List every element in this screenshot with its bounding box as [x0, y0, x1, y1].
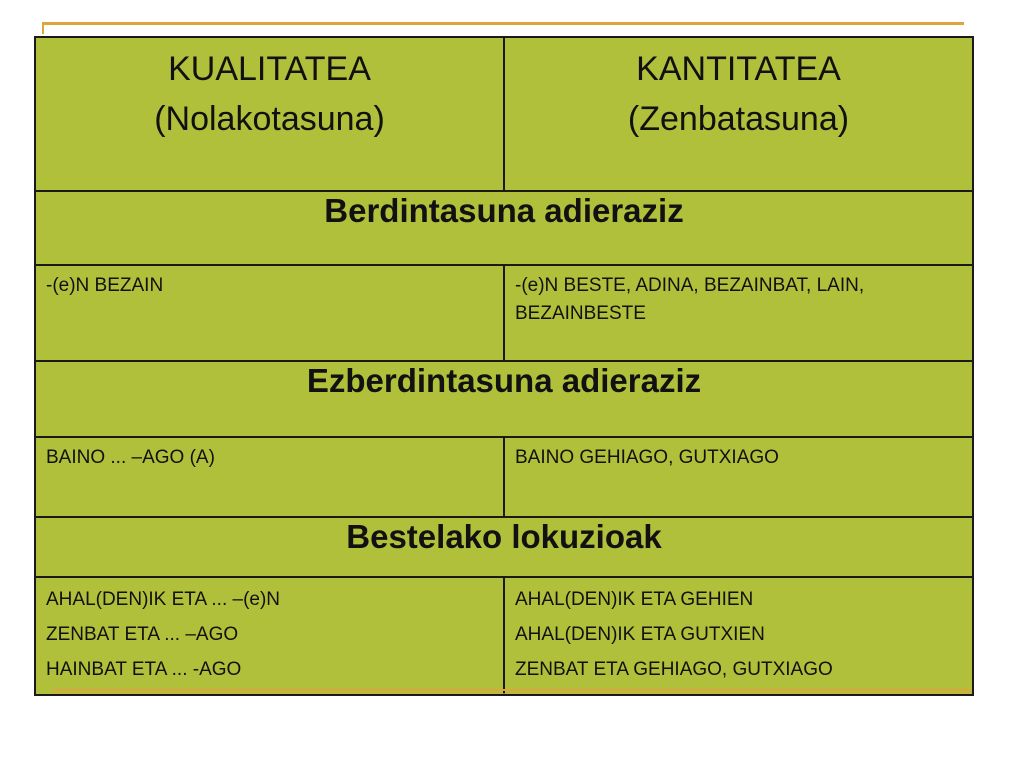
items-cell-quantity — [504, 265, 973, 361]
header-title-quantity: KANTITATEA — [636, 50, 841, 88]
item-text: AHAL(DEN)IK ETA ... –(e)N — [46, 589, 281, 610]
section-heading-row — [35, 361, 973, 437]
section-heading-row — [35, 517, 973, 577]
item-text: AHAL(DEN)IK ETA GEHIEN — [515, 589, 754, 610]
items-cell-quantity — [504, 577, 973, 695]
top-decorative-rule-tick — [42, 22, 44, 34]
items-cell-quantity — [504, 437, 973, 517]
header-title-quality: KUALITATEA — [168, 50, 371, 88]
item-text: ZENBAT ETA GEHIAGO, GUTXIAGO — [515, 659, 833, 680]
header-cell-quality — [35, 37, 504, 191]
item-text: BAINO ... –AGO (A) — [46, 447, 215, 468]
top-decorative-rule — [42, 22, 964, 25]
section-heading-inequality: Ezberdintasuna adieraziz — [35, 361, 973, 437]
item-text: HAINBAT ETA ... -AGO — [46, 659, 242, 680]
section-items-row — [35, 437, 973, 517]
item-text: BAINO GEHIAGO, GUTXIAGO — [515, 447, 779, 468]
section-heading-row — [35, 191, 973, 265]
bottom-decorative-rule — [52, 689, 972, 691]
item-text: ZENBAT ETA ... –AGO — [46, 624, 239, 645]
section-heading-other-phrases: Bestelako lokuzioak — [35, 517, 973, 577]
item-text: AHAL(DEN)IK ETA GUTXIEN — [515, 624, 765, 645]
header-subtitle-quality: (Nolakotasuna) — [154, 100, 385, 138]
section-items-row — [35, 265, 973, 361]
section-heading-equality: Berdintasuna adieraziz — [35, 191, 973, 265]
items-cell-quality — [35, 437, 504, 517]
header-cell-quantity — [504, 37, 973, 191]
section-items-row — [35, 577, 973, 695]
header-row — [35, 37, 973, 191]
items-cell-quality — [35, 265, 504, 361]
comparison-table — [34, 36, 974, 696]
item-text: -(e)N BEZAIN — [46, 275, 164, 296]
item-text: -(e)N BESTE, ADINA, BEZAINBAT, LAIN, BEZAINBESTE — [515, 275, 865, 324]
header-subtitle-quantity: (Zenbatasuna) — [627, 100, 850, 138]
items-cell-quality — [35, 577, 504, 695]
bottom-decorative-rule-thin — [52, 693, 972, 694]
